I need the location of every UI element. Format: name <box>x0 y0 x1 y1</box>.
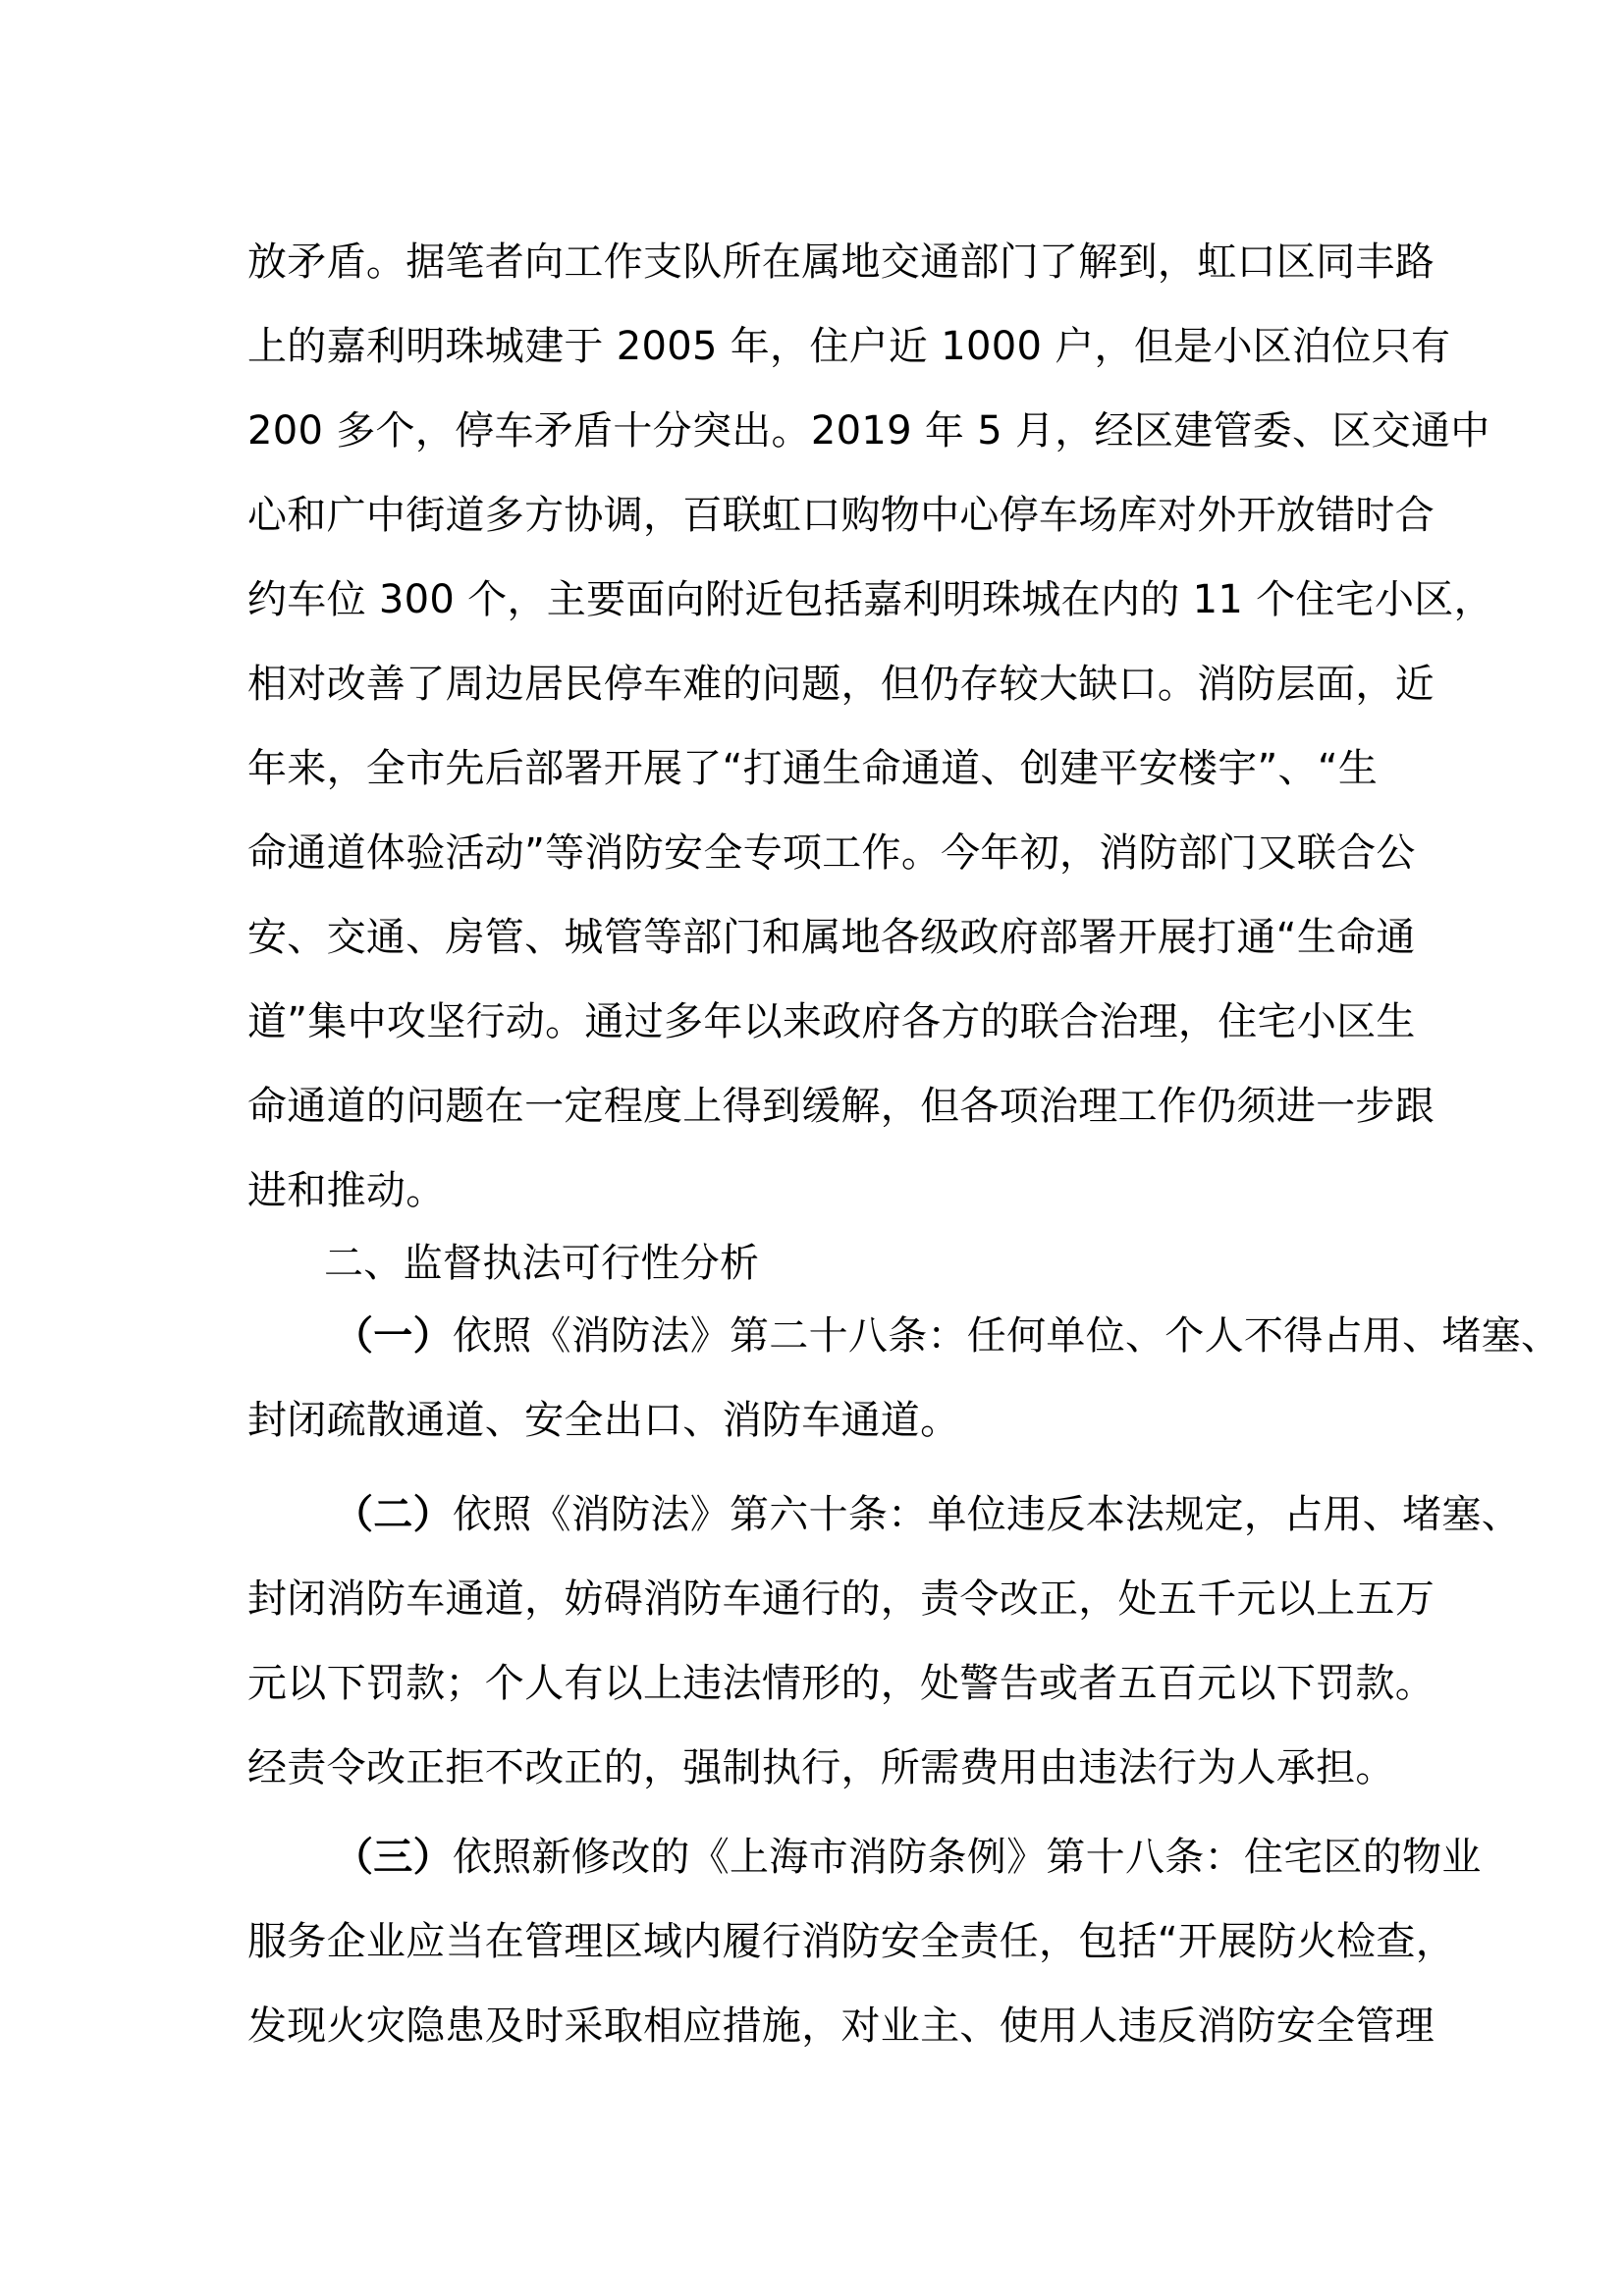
item-marker: （一） <box>334 1313 453 1359</box>
item-marker: （三） <box>334 1835 453 1880</box>
list-item-line: 封闭疏散通道、安全出口、消防车通道。 <box>247 1398 960 1443</box>
section-heading: 二、监督执法可行性分析 <box>324 1241 760 1286</box>
paragraph-line: 放矛盾。据笔者向工作支队所在属地交通部门了解到，虹口区同丰路 <box>247 240 1435 285</box>
item-text: 依照《消防法》第二十八条：任何单位、个人不得占用、堵塞、 <box>452 1313 1561 1359</box>
list-item-line: 发现火灾隐患及时采取相应措施，对业主、使用人违反消防安全管理 <box>247 2003 1435 2049</box>
paragraph-line: 命通道的问题在一定程度上得到缓解，但各项治理工作仍须进一步跟 <box>247 1084 1435 1129</box>
paragraph-line: 200 多个，停车矛盾十分突出。2019 年 5 月，经区建管委、区交通中 <box>247 408 1490 454</box>
list-item-line: 元以下罚款；个人有以上违法情形的，处警告或者五百元以下罚款。 <box>247 1661 1435 1706</box>
item-marker: （二） <box>334 1492 453 1537</box>
item-text: 依照新修改的《上海市消防条例》第十八条：住宅区的物业 <box>452 1835 1482 1880</box>
paragraph-line: 命通道体验活动”等消防安全专项工作。今年初，消防部门又联合公 <box>247 830 1416 876</box>
paragraph-line: 约车位 300 个，主要面向附近包括嘉利明珠城在内的 11 个住宅小区， <box>247 577 1493 622</box>
list-item-3-first-line <box>334 1830 1483 1885</box>
paragraph-line: 相对改善了周边居民停车难的问题，但仍存较大缺口。消防层面，近 <box>247 662 1435 707</box>
paragraph-line: 上的嘉利明珠城建于 2005 年，住户近 1000 户，但是小区泊位只有 <box>247 324 1451 369</box>
paragraph-line: 心和广中街道多方协调，百联虹口购物中心停车场库对外开放错时合 <box>247 493 1435 538</box>
paragraph-line: 进和推动。 <box>247 1168 446 1213</box>
list-item-1-first-line <box>334 1308 1561 1363</box>
list-item-line: 经责令改正拒不改正的，强制执行，所需费用由违法行为人承担。 <box>247 1745 1395 1790</box>
paragraph-line: 道”集中攻坚行动。通过多年以来政府各方的联合治理，住宅小区生 <box>247 999 1416 1044</box>
item-text: 依照《消防法》第六十条：单位违反本法规定，占用、堵塞、 <box>452 1492 1522 1537</box>
list-item-line: 服务企业应当在管理区域内履行消防安全责任，包括“开展防火检查， <box>247 1919 1456 1964</box>
paragraph-line: 安、交通、房管、城管等部门和属地各级政府部署开展打通“生命通 <box>247 915 1416 960</box>
list-item-2-first-line <box>334 1487 1522 1542</box>
list-item-line: 封闭消防车通道，妨碍消防车通行的，责令改正，处五千元以上五万 <box>247 1576 1435 1622</box>
paragraph-line: 年来，全市先后部署开展了“打通生命通道、创建平安楼宇”、“生 <box>247 746 1379 791</box>
